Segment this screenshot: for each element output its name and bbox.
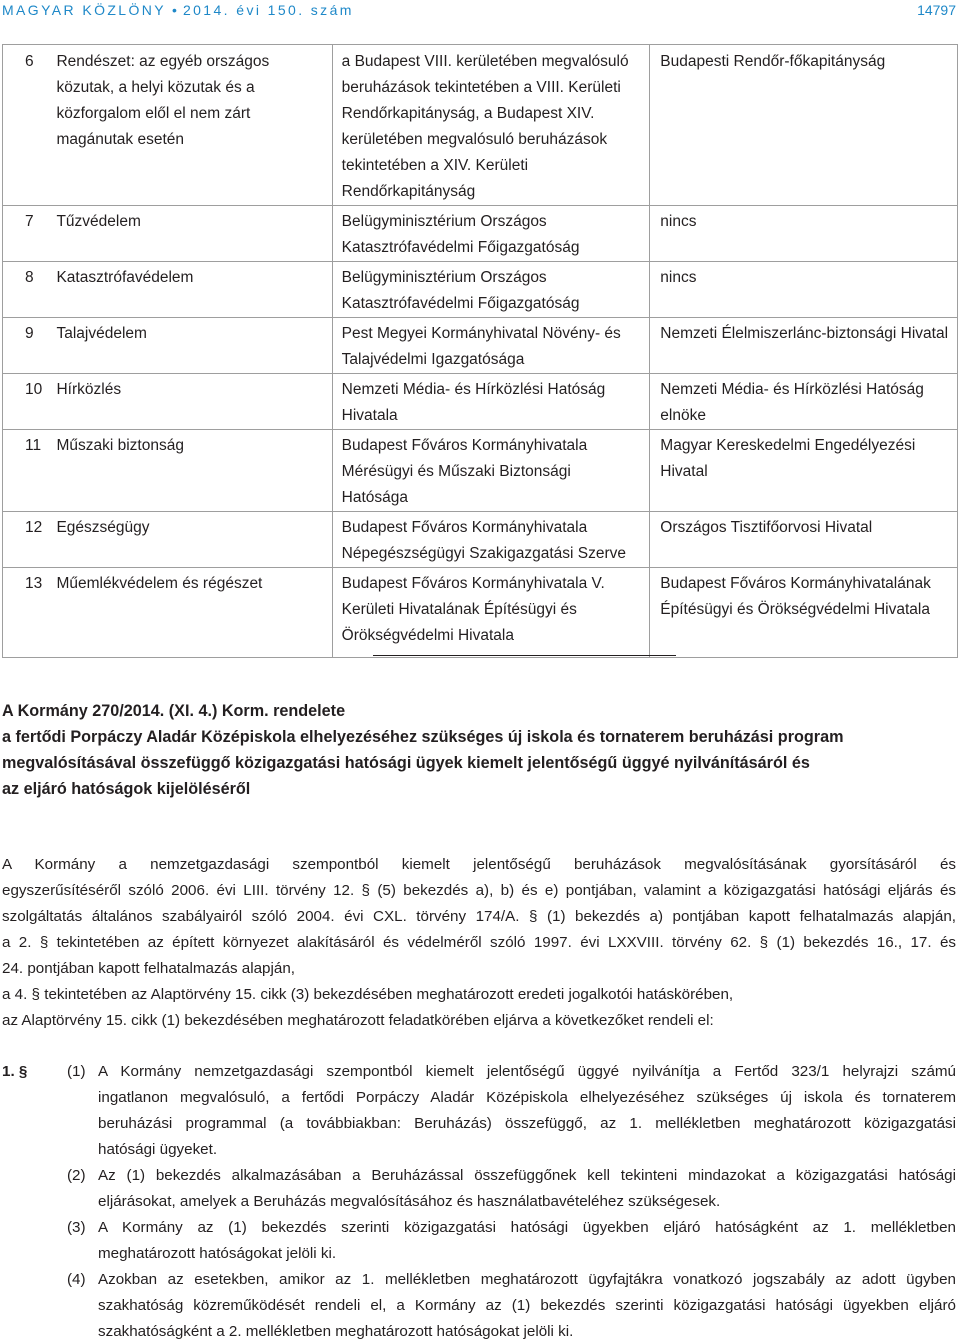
row-subject: Műszaki biztonság — [50, 430, 332, 512]
row-second-instance: Budapest Főváros Kormányhivatalának Építésügyi és Örökségvédelmi Hivatala — [650, 568, 958, 658]
table-row — [3, 262, 958, 318]
row-number: 11 — [3, 430, 51, 512]
paragraph-line: ingatlanon megvalósuló, a fertődi Porpáczy Aladár Középiskola elhelyezéséhez szükséges új iskola és tornaterem — [98, 1089, 956, 1106]
decree-subtitle-line: az eljáró hatóságok kijelöléséről — [2, 780, 251, 798]
row-second-instance: Budapesti Rendőr-főkapitányság — [650, 45, 958, 206]
preamble-line: 24. pontjában kapott felhatalmazás alapján, — [2, 960, 295, 977]
paragraph-line: Az (1) bekezdés alkalmazásában a Beruházással összefüggőnek kell tekinteni mindazokat a közigazgatási hatósági — [98, 1167, 956, 1184]
row-number: 12 — [3, 512, 51, 568]
paragraph-line: hatósági ügyeket. — [98, 1141, 218, 1158]
page-number: 14797 — [917, 2, 956, 18]
row-authority: Nemzeti Média- és Hírközlési Hatóság Hivatala — [332, 374, 650, 430]
section-1 — [2, 1059, 956, 1339]
paragraph — [2, 1267, 956, 1339]
preamble-line: egyszerűsítéséről szóló 2006. évi LIII. törvény 12. § (5) bekezdés a), b) és e) pontjában, valamint a közigazgatási hatósági eljárás és — [2, 882, 956, 899]
row-second-instance: nincs — [650, 206, 958, 262]
row-subject: Tűzvédelem — [50, 206, 332, 262]
paragraph — [2, 1163, 956, 1215]
row-second-instance: Magyar Kereskedelmi Engedélyezési Hivatal — [650, 430, 958, 512]
paragraph-number: (3) — [67, 1219, 86, 1236]
preamble-line: A Kormány a nemzetgazdasági szempontból kiemelt jelentőségű beruházások megvalósításának gyorsításáról és — [2, 856, 956, 873]
decree-subtitle-line: megvalósításával összefüggő közigazgatási hatósági ügyek kiemelt jelentőségű üggyé nyilvánításáról és — [2, 754, 810, 772]
paragraph-line: A Kormány nemzetgazdasági szempontból kiemelt jelentőségű üggyé nyilvánítja a Fertőd 323/1 helyrajzi számú — [98, 1063, 956, 1080]
row-subject: Talajvédelem — [50, 318, 332, 374]
table-row — [3, 374, 958, 430]
issue-label: 2014. évi 150. szám — [182, 2, 354, 18]
paragraph-line: eljárásokat, amelyek a Beruházás megvalósításához és használatbavételéhez szükségesek. — [98, 1193, 721, 1210]
paragraph — [2, 1059, 956, 1163]
row-number: 9 — [3, 318, 51, 374]
table-row — [3, 318, 958, 374]
row-number: 6 — [3, 45, 51, 206]
row-subject: Műemlékvédelem és régészet — [50, 568, 332, 658]
row-subject: Egészségügy — [50, 512, 332, 568]
row-authority: a Budapest VIII. kerületében megvalósuló beruházások tekintetében a VIII. Kerületi Rendőrkapitányság, a Budapest XIV. kerületében megvalósuló beruházások tekintetében a XIV. Kerületi Rendőrkapitányság — [332, 45, 650, 206]
paragraph-line: Azokban az esetekben, amikor az 1. mellékletben meghatározott ügyfajtákra vonatkozó jogszabály az adott ügyben — [98, 1271, 956, 1288]
row-authority: Pest Megyei Kormányhivatal Növény- és Talajvédelmi Igazgatósága — [332, 318, 650, 374]
paragraph-line: szakhatóságként a 2. mellékletben meghatározott hatóságokat jelöli ki. — [98, 1323, 574, 1339]
table-row — [3, 568, 958, 658]
row-second-instance: Nemzeti Média- és Hírközlési Hatóság elnöke — [650, 374, 958, 430]
row-second-instance: nincs — [650, 262, 958, 318]
paragraph-line: szakhatóság közreműködését rendeli el, a Kormány az (1) bekezdés szerinti közigazgatási hatósági ügyekben eljáró — [98, 1297, 956, 1314]
preamble — [2, 852, 956, 1034]
preamble-line: a 2. § tekintetében az épített környezet alakításáról és védelméről szóló 1997. évi LXXVIII. törvény 62. § (1) bekezdés 16., 17. és — [2, 934, 956, 951]
paragraph-line: meghatározott hatóságokat jelöli ki. — [98, 1245, 337, 1262]
row-subject: Rendészet: az egyéb országos közutak, a helyi közutak és a közforgalom elől el nem zárt magánutak esetén — [50, 45, 332, 206]
journal-heading — [2, 2, 354, 18]
authorities-table — [2, 44, 958, 658]
row-authority: Budapest Főváros Kormányhivatala Népegészségügyi Szakigazgatási Szerve — [332, 512, 650, 568]
preamble-line: szolgáltatás általános szabályairól szóló 2004. évi CXL. törvény 174/A. § (1) bekezdés a) pontjában kapott felhatalmazás alapján, — [2, 908, 956, 925]
table-row — [3, 206, 958, 262]
row-number: 7 — [3, 206, 51, 262]
row-authority: Budapest Főváros Kormányhivatala Mérésügyi és Műszaki Biztonsági Hatósága — [332, 430, 650, 512]
paragraph-number: (4) — [67, 1271, 86, 1288]
paragraph-line: A Kormány az (1) bekezdés szerinti közigazgatási hatósági ügyekben eljáró hatóságként az 1. mellékletben — [98, 1219, 956, 1236]
row-second-instance: Nemzeti Élelmiszerlánc-biztonsági Hivatal — [650, 318, 958, 374]
section-label: 1. § — [2, 1063, 28, 1080]
row-number: 10 — [3, 374, 51, 430]
row-number: 8 — [3, 262, 51, 318]
paragraph-line: beruházási programmal (a továbbiakban: Beruházás) összefüggő, az 1. mellékletben meghatározott közigazgatási — [98, 1115, 956, 1132]
journal-title: MAGYAR KÖZLÖNY — [2, 2, 167, 18]
paragraph — [2, 1215, 956, 1267]
preamble-line: a 4. § tekintetében az Alaptörvény 15. cikk (3) bekezdésében meghatározott eredeti jogalkotói hatáskörében, — [2, 986, 734, 1003]
row-authority: Belügyminisztérium Országos Katasztrófavédelmi Főigazgatóság — [332, 206, 650, 262]
row-authority: Budapest Főváros Kormányhivatala V. Kerületi Hivatalának Építésügyi és Örökségvédelmi Hivatala — [332, 568, 650, 658]
row-second-instance: Országos Tisztifőorvosi Hivatal — [650, 512, 958, 568]
table-row — [3, 512, 958, 568]
header-separator: • — [172, 2, 177, 18]
table-row — [3, 45, 958, 206]
preamble-line: az Alaptörvény 15. cikk (1) bekezdésében meghatározott feladatkörében eljárva a következőket rendeli el: — [2, 1012, 714, 1029]
row-authority: Belügyminisztérium Országos Katasztrófavédelmi Főigazgatóság — [332, 262, 650, 318]
page-header — [0, 0, 960, 24]
decree-title: A Kormány 270/2014. (XI. 4.) Korm. rendelete — [2, 702, 346, 720]
decree-heading — [2, 698, 958, 802]
row-subject: Katasztrófavédelem — [50, 262, 332, 318]
row-number: 13 — [3, 568, 51, 658]
table-row — [3, 430, 958, 512]
paragraph-number: (1) — [67, 1063, 86, 1080]
decree-subtitle-line: a fertődi Porpáczy Aladár Középiskola elhelyezéséhez szükséges új iskola és tornaterem beruházási program — [2, 728, 844, 746]
section-divider — [373, 655, 676, 656]
row-subject: Hírközlés — [50, 374, 332, 430]
paragraph-number: (2) — [67, 1167, 86, 1184]
